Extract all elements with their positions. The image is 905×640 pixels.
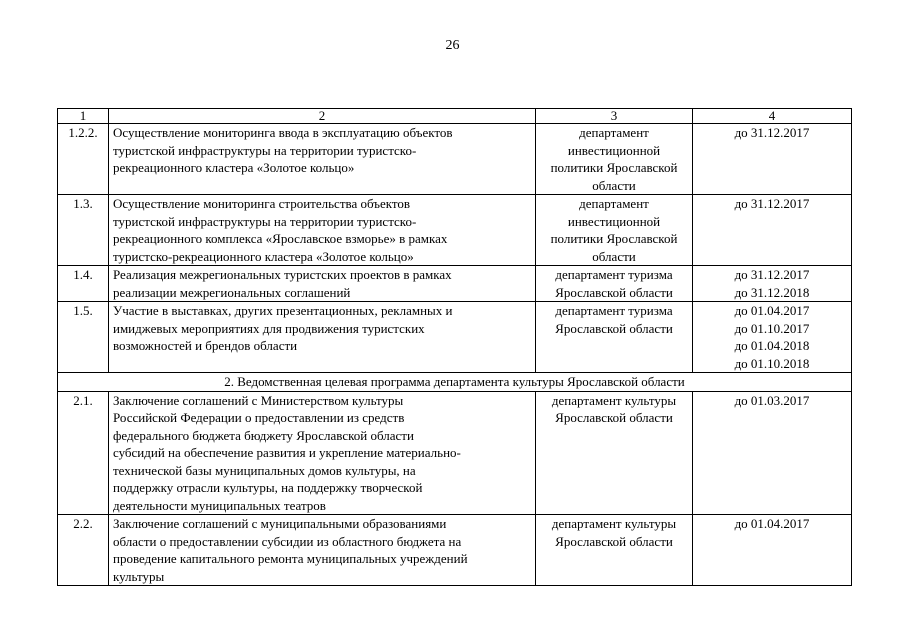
text-line: имиджевых мероприятиях для продвижения туристских: [113, 320, 425, 336]
text-line: до 01.04.2017: [734, 303, 810, 318]
row-number: 2.1.: [58, 391, 109, 515]
row-deadline: [693, 302, 852, 373]
section-row: [58, 373, 852, 392]
row-description: [109, 195, 536, 266]
text-line: области о предоставлении субсидии из областного бюджета на: [113, 533, 462, 549]
text-line: Осуществление мониторинга ввода в эксплуатацию объектов: [113, 125, 453, 140]
section-title: 2. Ведомственная целевая программа департамента культуры Ярославской области: [58, 373, 852, 392]
row-deadline: [693, 124, 852, 195]
text-line: Участие в выставках, других презентационных, рекламных и: [113, 303, 453, 318]
text-line: до 01.10.2017: [734, 320, 810, 336]
text-line: области: [592, 248, 636, 264]
table-row: [58, 302, 852, 373]
text-line: рекреационного кластера «Золотое кольцо»: [113, 160, 355, 175]
column-header: 1: [58, 109, 109, 124]
table-row: [58, 124, 852, 195]
row-description: [109, 391, 536, 515]
text-line: культуры: [113, 568, 165, 584]
measures-table: [57, 108, 852, 586]
text-line: субсидий на обеспечение развития и укрепление материально-: [113, 445, 461, 460]
text-line: Российской Федерации о предоставлении из средств: [113, 410, 405, 425]
row-executor: [536, 195, 693, 266]
text-line: до 31.12.2017: [734, 267, 810, 282]
text-line: до 31.12.2018: [734, 284, 810, 300]
table-row: [58, 195, 852, 266]
row-description: [109, 302, 536, 373]
text-line: Реализация межрегиональных туристских проектов в рамках: [113, 267, 452, 282]
row-deadline: [693, 266, 852, 302]
text-line: Заключение соглашений с муниципальными образованиями: [113, 516, 447, 531]
text-line: возможностей и брендов области: [113, 338, 298, 353]
text-line: департамент: [579, 125, 649, 140]
row-executor: [536, 515, 693, 586]
table-row: [58, 515, 852, 586]
text-line: туристской инфраструктуры на территории туристско-: [113, 213, 417, 229]
text-line: до 31.12.2017: [734, 196, 810, 211]
table-body: [58, 124, 852, 586]
text-line: области: [592, 177, 636, 193]
text-line: департамент культуры: [551, 392, 677, 408]
text-line: Ярославской области: [555, 533, 673, 549]
text-line: Осуществление мониторинга строительства объектов: [113, 196, 411, 211]
text-line: федерального бюджета бюджету Ярославской области: [113, 427, 414, 443]
page-number: 26: [445, 38, 460, 53]
text-line: туристской инфраструктуры на территории туристско-: [113, 142, 417, 158]
row-executor: [536, 266, 693, 302]
text-line: до 01.04.2017: [734, 516, 810, 531]
text-line: Заключение соглашений с Министерством культуры: [113, 392, 404, 408]
row-executor: [536, 302, 693, 373]
row-number: 1.3.: [58, 195, 109, 266]
text-line: туристско-рекреационного кластера «Золотое кольцо»: [113, 248, 414, 264]
text-line: деятельности муниципальных театров: [113, 497, 326, 513]
text-line: до 01.10.2018: [734, 355, 810, 371]
text-line: рекреационного комплекса «Ярославское взморье» в рамках: [113, 231, 448, 246]
text-line: департамент туризма: [555, 303, 673, 318]
text-line: технической базы муниципальных домов культуры, на: [113, 462, 416, 478]
row-number: 1.2.2.: [58, 124, 109, 195]
text-line: Ярославской области: [555, 320, 673, 336]
text-line: департамент: [579, 196, 649, 211]
text-line: политики Ярославской: [550, 231, 678, 246]
text-line: инвестиционной: [567, 213, 661, 229]
column-header: 3: [536, 109, 693, 124]
text-line: до 01.03.2017: [734, 392, 810, 408]
row-description: [109, 515, 536, 586]
text-line: реализации межрегиональных соглашений: [113, 284, 351, 300]
text-line: Ярославской области: [555, 410, 673, 425]
row-description: [109, 124, 536, 195]
row-number: 1.4.: [58, 266, 109, 302]
text-line: до 01.04.2018: [734, 338, 810, 353]
text-line: Ярославской области: [555, 284, 673, 300]
text-line: поддержку отрасли культуры, на поддержку творческой: [113, 480, 423, 495]
text-line: до 31.12.2017: [734, 125, 810, 140]
row-executor: [536, 124, 693, 195]
row-executor: [536, 391, 693, 515]
column-header: 2: [109, 109, 536, 124]
table-header-row: [58, 109, 852, 124]
text-line: департамент культуры: [551, 516, 677, 531]
table-row: [58, 266, 852, 302]
row-deadline: [693, 515, 852, 586]
text-line: инвестиционной: [567, 142, 661, 158]
row-number: 2.2.: [58, 515, 109, 586]
row-deadline: [693, 195, 852, 266]
column-header: 4: [693, 109, 852, 124]
row-description: [109, 266, 536, 302]
text-line: департамент туризма: [555, 267, 673, 282]
row-number: 1.5.: [58, 302, 109, 373]
text-line: политики Ярославской: [550, 160, 678, 175]
table-row: [58, 391, 852, 515]
row-deadline: [693, 391, 852, 515]
text-line: проведение капитального ремонта муниципальных учреждений: [113, 551, 468, 566]
